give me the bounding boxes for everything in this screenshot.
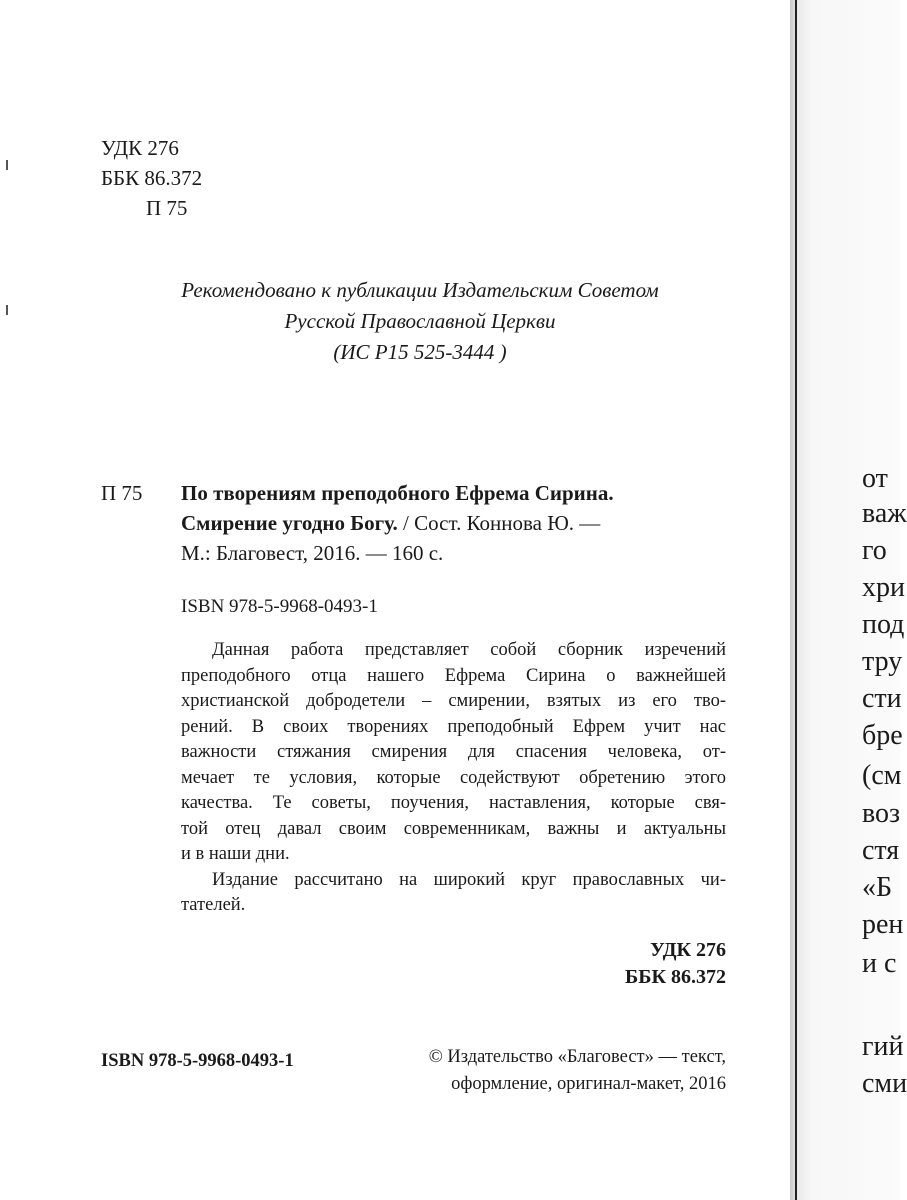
recommendation-line: Русской Православной Церкви [284,309,556,333]
next-page-fragment: гий [862,1031,904,1062]
scan-edge-mark [6,160,8,170]
book-gutter [795,0,797,1200]
next-page-fragment: важ [862,498,907,529]
classification-codes [101,133,202,223]
abstract-line: и в наши дни. [181,844,290,864]
abstract-line: рений. В своих творениях преподобный Ефрем учит нас [181,716,726,737]
next-page-fragment: тру [862,646,903,677]
entry-isbn: ISBN 978-5-9968-0493-1 [181,596,378,617]
copyright-line: © Издательство «Благовест» — текст, [428,1047,726,1067]
bibliographic-entry [181,478,726,568]
entry-compiler: / Сост. Коннова Ю. — [397,511,601,535]
abstract-line: важности стяжания смирения для спасения человека, от- [181,742,726,762]
next-page-fragment: сти [862,683,902,714]
recommendation-line: Рекомендовано к публикации Издательским Советом [181,278,659,302]
next-page-fragment: бре [862,720,903,751]
next-page-fragment: и с [862,948,897,979]
next-page-fragment: стя [862,835,900,866]
abstract-line: Данная работа представляет собой сборник изречений [212,640,726,660]
bbk-code: ББК 86.372 [101,166,203,190]
entry-subtitle-bold: Смирение угодно Богу. [181,511,398,535]
abstract-line: мечает те условия, которые содействуют обретению этого [181,767,726,788]
abstract [181,638,726,919]
abstract-line: Издание рассчитано на широкий круг православных чи- [212,869,726,890]
bottom-bbk-code: ББК 86.372 [625,966,726,988]
next-page-fragment: сми [862,1068,907,1099]
bottom-udk-code: УДК 276 [650,939,726,961]
abstract-line: тателей. [181,895,246,915]
copyright-line: оформление, оригинал-макет, 2016 [451,1074,726,1094]
abstract-line: преподобного отца нашего Ефрема Сирина о важнейшей [181,665,726,686]
entry-title-bold: По творениям преподобного Ефрема Сирина. [181,481,614,505]
next-page-fragment: воз [862,798,901,829]
bottom-classification-codes [520,937,726,991]
udk-code: УДК 276 [101,136,179,160]
entry-imprint: М.: Благовест, 2016. — 160 с. [181,541,444,565]
recommendation-note [60,275,780,368]
next-page-fragment: «Б [862,872,893,903]
next-page-fragment: (см [862,760,902,791]
next-page-fragment: хри [862,572,905,603]
footer-isbn: ISBN 978-5-9968-0493-1 [101,1051,294,1071]
next-page-fragment: от [862,463,888,494]
entry-code: П 75 [101,481,143,505]
abstract-line: качества. Те советы, поучения, наставления, которые свя- [181,793,726,813]
next-page-fragment: под [862,609,905,640]
copyright-notice [380,1044,726,1098]
scan-edge-mark [6,305,8,315]
abstract-line: христианской добродетели – смирении, взятых из его тво- [181,691,726,711]
next-page-fragment: рен [862,909,904,940]
author-mark: П 75 [146,196,188,220]
next-page-fragment: го [862,535,887,566]
recommendation-line: (ИС Р15 525-3444 ) [333,340,507,364]
abstract-line: той отец давал своим современникам, важны и актуальны [181,818,726,839]
